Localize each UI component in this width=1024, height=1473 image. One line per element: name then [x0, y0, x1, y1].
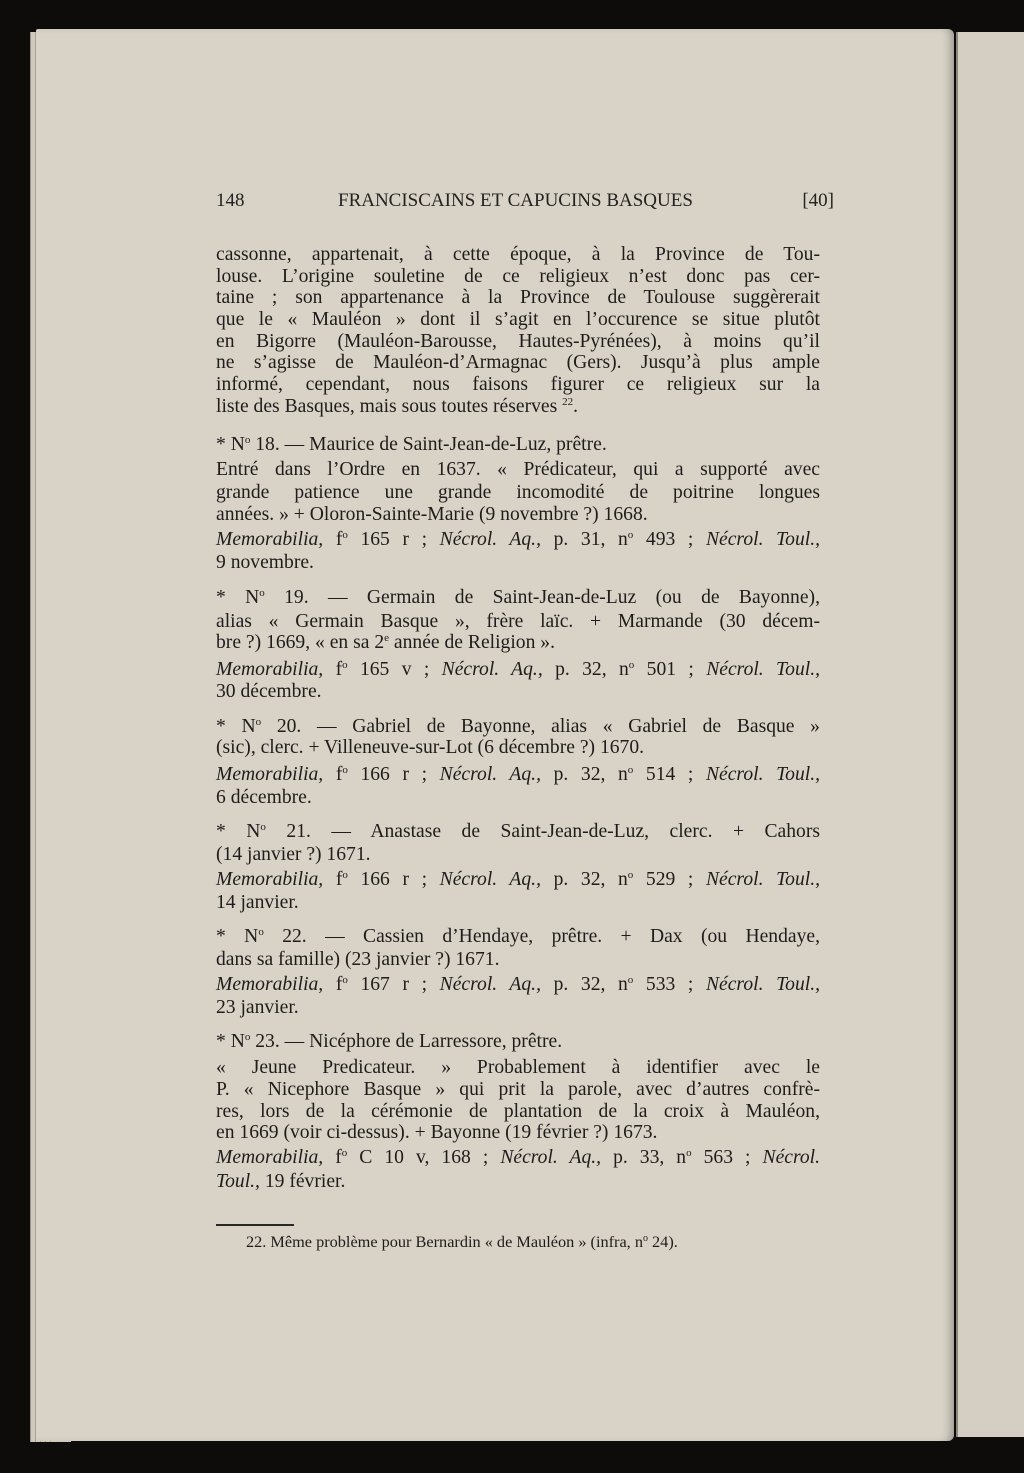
text-line [216, 658, 820, 682]
text-run: « Jeune Predicateur. » Probablement à identifier avec le [216, 1057, 820, 1078]
text-run: res, lors de la cérémonie de plantation de la croix à Mauléon, [216, 1101, 820, 1122]
text-line [216, 996, 820, 1020]
text-line [216, 351, 820, 375]
text-run: 20. — Gabriel de Bayonne, alias « Gabriel de Basque » [261, 716, 820, 737]
text-run: 19 février. [259, 1171, 346, 1192]
superscript: o [342, 659, 348, 671]
running-header [216, 190, 834, 216]
text-line [216, 948, 820, 972]
text-line [216, 308, 820, 332]
text-run: 23 janvier. [216, 997, 299, 1018]
text-line [216, 631, 820, 655]
text-run: dans sa famille) (23 janvier ?) 1671. [216, 949, 500, 970]
running-title: FRANCISCAINS ET CAPUCINS BASQUES [338, 190, 693, 211]
italic-text: Memorabilia, [216, 659, 324, 680]
superscript: o [342, 974, 348, 986]
text-run: informé, cependant, nous faisons figurer ce religieux sur la [216, 374, 820, 395]
superscript: o [342, 869, 348, 881]
text-line [216, 973, 820, 997]
text-run: 165 v ; [347, 659, 442, 680]
text-line [216, 551, 820, 575]
text-run: * N [216, 1031, 245, 1052]
superscript: o [259, 587, 265, 599]
text-line [216, 395, 820, 419]
text-run: p. 32, n [542, 659, 629, 680]
text-run: 30 décembre. [216, 681, 322, 702]
text-run: * N [216, 716, 256, 737]
italic-text: Memorabilia, [216, 764, 324, 785]
text-run: 493 ; [633, 529, 706, 550]
superscript: o [341, 1147, 348, 1159]
italic-text: Memorabilia, [216, 869, 324, 890]
superscript: o [342, 529, 348, 541]
text-run: 166 r ; [347, 764, 440, 785]
text-run: 501 ; [634, 659, 707, 680]
italic-text: Nécrol. Toul., [706, 659, 820, 680]
text-run: 166 r ; [347, 869, 440, 890]
text-run: 19. — Germain de Saint-Jean-de-Luz (ou de Bayonne), [264, 587, 820, 608]
italic-text: Nécrol. Aq., [439, 869, 541, 890]
text-line [216, 763, 820, 787]
superscript: o [627, 764, 634, 776]
text-run: 6 décembre. [216, 787, 312, 808]
italic-text: Nécrol. Toul., [705, 529, 821, 550]
superscript: o [627, 529, 634, 541]
text-run: ne s’agisse de Mauléon-d’Armagnac (Gers). Jusqu’à plus ample [216, 352, 820, 373]
text-run: en Bigorre (Mauléon-Barousse, Hautes-Pyrénées), à moins qu’il [216, 331, 820, 352]
text-line [216, 1146, 820, 1170]
text-run: f [323, 529, 343, 550]
superscript: o [627, 974, 634, 986]
text-run: . [573, 396, 579, 417]
text-run: f [323, 764, 343, 785]
text-line [216, 786, 820, 810]
italic-text: Memorabilia, [216, 974, 324, 995]
superscript: e [384, 632, 390, 644]
text-line [216, 528, 820, 552]
text-line [216, 1056, 820, 1080]
text-run: 529 ; [633, 869, 706, 890]
text-run: C 10 v, 168 ; [347, 1147, 501, 1168]
text-run: 167 r ; [347, 974, 440, 995]
italic-text: Toul., [216, 1171, 260, 1192]
text-run: 533 ; [633, 974, 706, 995]
text-line [216, 820, 820, 844]
text-line [216, 586, 820, 610]
text-run: louse. L’origine souletine de ce religieux n’est donc pas cer- [216, 266, 820, 287]
page-number: 148 [216, 190, 245, 211]
text-line [216, 736, 820, 760]
text-run: 563 ; [691, 1147, 763, 1168]
text-run: f [323, 974, 343, 995]
text-run: 165 r ; [347, 529, 440, 550]
text-run: f [323, 1147, 342, 1168]
text-run: (sic), clerc. + Villeneuve-sur-Lot (6 décembre ?) 1670. [216, 737, 645, 758]
text-run: p. 31, n [540, 529, 628, 550]
text-run: 23. — Nicéphore de Larressore, prêtre. [250, 1031, 563, 1052]
superscript: o [258, 926, 264, 938]
superscript: o [686, 1147, 692, 1159]
text-run: * N [216, 434, 245, 455]
text-run: alias « Germain Basque », frère laïc. + Marmande (30 décem- [216, 611, 820, 632]
text-run: grande patience une grande incomodité de poitrine longues [216, 482, 820, 503]
italic-text: Nécrol. Toul., [705, 869, 821, 890]
text-line [216, 925, 820, 949]
text-line [216, 680, 820, 704]
superscript: o [255, 716, 262, 728]
text-run: que le « Mauléon » dont il s’agit en l’occurence se situe plutôt [216, 309, 820, 330]
text-run: année de Religion ». [389, 632, 555, 653]
text-run: 22. — Cassien d’Hendaye, prêtre. + Dax (ou Hendaye, [263, 926, 820, 947]
text-line [216, 458, 820, 482]
text-run: p. 32, n [540, 869, 628, 890]
text-line [216, 243, 820, 267]
text-line [216, 1121, 820, 1145]
text-line [216, 891, 820, 915]
italic-text: Nécrol. Aq., [439, 764, 541, 785]
text-line [216, 868, 820, 892]
text-line [216, 503, 820, 527]
text-run: liste des Basques, mais sous toutes réserves [216, 396, 563, 417]
superscript: o [244, 434, 251, 446]
text-run: (14 janvier ?) 1671. [216, 844, 371, 865]
text-line [216, 1170, 820, 1194]
italic-text: Nécrol. Aq., [500, 1147, 602, 1168]
text-run: p. 32, n [540, 974, 628, 995]
text-run: bre ?) 1669, « en sa 2 [216, 632, 385, 653]
superscript: o [342, 764, 348, 776]
text-run: f [323, 869, 343, 890]
text-run: années. » + Oloron-Sainte-Marie (9 novembre ?) 1668. [216, 504, 648, 525]
text-run: 514 ; [633, 764, 706, 785]
text-run: 18. — Maurice de Saint-Jean-de-Luz, prêtre. [250, 434, 607, 455]
text-line [216, 1078, 820, 1102]
text-run: * N [216, 587, 260, 608]
italic-text: Nécrol. Aq., [439, 974, 541, 995]
text-line [216, 286, 820, 310]
text-line [216, 481, 820, 505]
italic-text: Nécrol. [762, 1147, 820, 1168]
superscript: o [244, 1031, 251, 1043]
italic-text: Memorabilia, [216, 1147, 324, 1168]
text-run: p. 32, n [540, 764, 628, 785]
superscript: o [642, 1233, 648, 1244]
superscript: o [627, 869, 634, 881]
superscript: o [260, 821, 266, 833]
text-run: * N [216, 821, 261, 842]
text-line [216, 373, 820, 397]
original-page-number: [40] [802, 190, 834, 211]
text-run: cassonne, appartenait, à cette époque, à la Province de Tou- [216, 244, 820, 265]
italic-text: Nécrol. Aq., [441, 659, 543, 680]
text-run: taine ; son appartenance à la Province de Toulouse suggèrerait [216, 287, 820, 308]
text-run: en 1669 (voir ci-dessus). + Bayonne (19 février ?) 1673. [216, 1122, 658, 1143]
italic-text: Nécrol. Aq., [439, 529, 541, 550]
text-run: 22. Même problème pour Bernardin « de Mauléon » (infra, n [246, 1232, 643, 1251]
text-run: f [323, 659, 343, 680]
facing-page-edge [956, 32, 1024, 1437]
text-run: * N [216, 926, 259, 947]
italic-text: Nécrol. Toul., [705, 764, 821, 785]
text-run: P. « Nicephore Basque » qui prit la parole, avec d’autres confrè- [216, 1079, 820, 1100]
text-run: 24). [647, 1232, 678, 1251]
text-run: p. 33, n [601, 1147, 687, 1168]
text-run: Entré dans l’Ordre en 1637. « Prédicateur, qui a supporté avec [216, 459, 820, 480]
superscript: o [628, 659, 635, 671]
text-run: 9 novembre. [216, 552, 314, 573]
text-line [216, 433, 820, 457]
text-line [216, 1030, 820, 1054]
superscript: 22 [562, 396, 574, 408]
text-run: 14 janvier. [216, 892, 299, 913]
text-run: 21. — Anastase de Saint-Jean-de-Luz, clerc. + Cahors [265, 821, 820, 842]
footnote [246, 1231, 820, 1253]
footnote-rule [216, 1224, 294, 1226]
text-line [216, 843, 820, 867]
italic-text: Nécrol. Toul., [705, 974, 821, 995]
italic-text: Memorabilia, [216, 529, 324, 550]
